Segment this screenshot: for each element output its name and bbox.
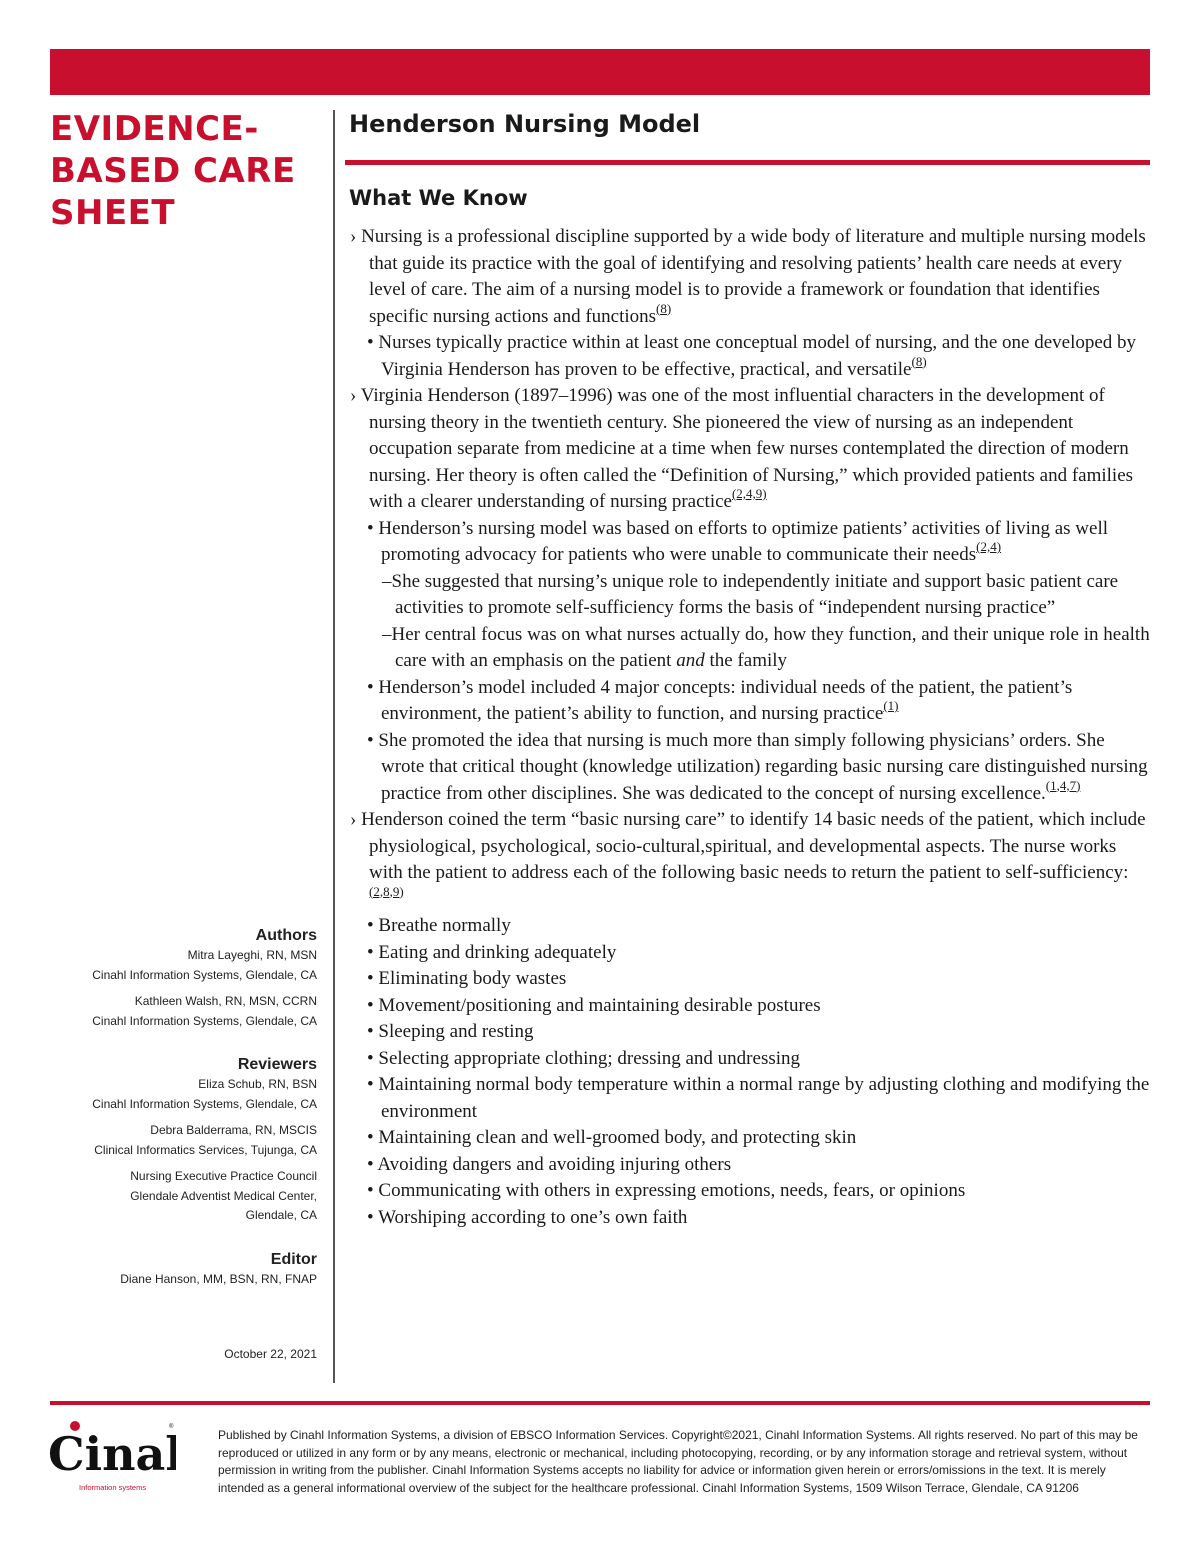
marker: • xyxy=(367,729,374,751)
list-item: › Nursing is a professional discipline supported by a wide body of literature and multiple nursing models that guide its practice with the goal of identifying and resolving patients’ health care needs at every level of care. The aim of a nursing model is to provide a framework or foundation that identifies specific nursing actions and functions$^{(8)}$ xyxy=(350,226,1146,327)
marker: • xyxy=(367,1047,374,1069)
citation-link[interactable]: (2,4,9) xyxy=(731,486,767,501)
list-item: › Virginia Henderson (1897–1996) was one of the most influential characters in the development of nursing theory in the twentieth century. She pioneered the view of nursing as an independent occupation separate from medicine at a time when few nurses contemplated the direction of modern nursing. Her theory is often called the “Definition of Nursing,” which provided patients and families with a clearer understanding of nursing practice$^{(2,4,9)}$ xyxy=(350,385,1134,512)
list-item: • Maintaining clean and well-groomed body, and protecting skin xyxy=(367,1127,857,1148)
sheet-title-line: BASED CARE xyxy=(50,151,296,191)
citation-link[interactable]: (8) xyxy=(656,300,672,316)
svg-text:®: ® xyxy=(169,1424,174,1430)
author-name: Mitra Layeghi, RN, MSN xyxy=(187,948,317,962)
section-heading: What We Know xyxy=(349,186,528,210)
reviewer-name: Nursing Executive Practice Council xyxy=(130,1169,317,1183)
list-item: • Henderson’s nursing model was based on efforts to optimize patients’ activities of living as well promoting advocacy for patients who were unable to communicate their needs$^{(2,4)}$ xyxy=(367,517,1108,565)
logo-wordmark: Cina xyxy=(48,1427,166,1481)
reviewers-heading: Reviewers xyxy=(237,1056,317,1073)
reviewer-name: Eliza Schub, RN, BSN xyxy=(198,1077,317,1091)
marker: – xyxy=(382,623,392,645)
reviewer-affiliation: Glendale, CA xyxy=(245,1208,317,1222)
citation-link[interactable]: (2,4) xyxy=(976,539,1002,554)
marker: • xyxy=(367,1153,374,1175)
reviewer-affiliation: Cinahl Information Systems, Glendale, CA xyxy=(92,1096,317,1111)
author-name: Kathleen Walsh, RN, MSN, CCRN xyxy=(134,994,317,1008)
reviewer-name: Debra Balderrama, RN, MSCIS xyxy=(150,1123,317,1137)
cinahl-logo xyxy=(48,1418,176,1498)
citation-link[interactable]: (2,8,9) xyxy=(369,883,404,899)
logo-subtext: Information systems xyxy=(79,1483,147,1492)
marker: • xyxy=(367,994,374,1016)
list-item: • Communicating with others in expressing emotions, needs, fears, or opinions xyxy=(367,1180,966,1201)
list-item: • Sleeping and resting xyxy=(367,1021,534,1042)
article-body xyxy=(350,224,1150,1231)
author-affiliation: Cinahl Information Systems, Glendale, CA xyxy=(92,1013,317,1028)
marker: • xyxy=(367,1206,374,1228)
authors-heading: Authors xyxy=(255,927,317,944)
author-affiliation: Cinahl Information Systems, Glendale, CA xyxy=(92,967,317,982)
citation-link[interactable]: (1,4,7) xyxy=(1045,777,1081,793)
marker: • xyxy=(367,1180,374,1201)
marker: • xyxy=(367,968,374,989)
list-item: • She promoted the idea that nursing is much more than simply following physicians’ orders. She wrote that critical thought (knowledge utilization) regarding basic nursing care distinguished nursing practice from other disciplines. She was dedicated to the concept of nursing excellence.$^{(1,4,7)}$ xyxy=(367,729,1148,804)
marker: • xyxy=(367,1074,374,1095)
marker: – xyxy=(382,570,392,592)
list-item: › Henderson coined the term “basic nursing care” to identify 14 basic needs of the patient, which include physiological, psychological, socio-cultural,spiritual, and developmental aspects. The nurse works with the patient to address each of the following basic needs to return the patient to self-sufficiency:$^{(2,8,9)}$ xyxy=(350,809,1146,899)
list-item: • Breathe normally xyxy=(367,915,511,936)
sheet-title-line: SHEET xyxy=(50,193,176,233)
marker: • xyxy=(367,676,374,698)
sheet-title-line: EVIDENCE- xyxy=(50,109,259,149)
marker: • xyxy=(367,915,374,936)
list-item: –She suggested that nursing’s unique role to independently initiate and support basic patient care activities to promote self-sufficiency forms the basis of “independent nursing practice” xyxy=(382,570,1119,618)
editor-name: Diane Hanson, MM, BSN, RN, FNAP xyxy=(120,1271,317,1286)
page-title: Henderson Nursing Model xyxy=(349,110,701,138)
marker: • xyxy=(367,332,374,353)
marker: › xyxy=(350,385,357,406)
reviewer-affiliation: Glendale Adventist Medical Center, xyxy=(130,1188,317,1203)
list-item: • Worshiping according to one’s own faith xyxy=(367,1206,688,1228)
marker: › xyxy=(350,226,357,247)
header-red-bar xyxy=(50,49,1150,95)
publisher-notice: Published by Cinahl Information Systems, a division of EBSCO Information Services. Copyright©2021, Cinahl Information Systems. All rights reserved. No part of this may be reproduced or utilized in any form or by any means, electronic or mechanical, including photocopying, recording, or by any information storage and retrieval system, without permission in writing from the publisher. Cinahl Information Systems accepts no liability for advice or information given herein or errors/omissions in the text. It is merely intended as a general informational overview of the subject for the healthcare professional. Cinahl Information Systems, 1509 Wilson Terrace, Glendale, CA 91206 xyxy=(218,1428,1138,1495)
list-item: • Henderson’s model included 4 major concepts: individual needs of the patient, the patient’s environment, the patient’s ability to function, and nursing practice$^{(1)}$ xyxy=(367,676,1073,724)
marker: • xyxy=(367,941,374,963)
column-divider xyxy=(333,110,335,1383)
reviewer-affiliation: Clinical Informatics Services, Tujunga, CA xyxy=(94,1142,317,1157)
marker: • xyxy=(367,1127,374,1148)
list-item: • Selecting appropriate clothing; dressing and undressing xyxy=(367,1047,801,1069)
title-underline xyxy=(345,160,1150,165)
list-item: • Avoiding dangers and avoiding injuring others xyxy=(367,1153,732,1175)
marker: • xyxy=(367,517,374,539)
list-item: • Maintaining normal body temperature within a normal range by adjusting clothing and modifying the environment xyxy=(367,1074,1150,1122)
marker: › xyxy=(350,809,357,830)
list-item: • Nurses typically practice within at least one conceptual model of nursing, and the one developed by Virginia Henderson has proven to be effective, practical, and versatile$^{(8)}$ xyxy=(367,332,1137,380)
citation-link[interactable]: (1) xyxy=(883,698,899,713)
editor-heading: Editor xyxy=(270,1250,317,1268)
list-item: • Eating and drinking adequately xyxy=(367,941,617,963)
list-item: –Her central focus was on what nurses actually do, how they function, and their unique role in health care with an emphasis on the patient and the family xyxy=(382,623,1150,671)
list-item: • Movement/positioning and maintaining desirable postures xyxy=(367,994,821,1016)
list-item: • Eliminating body wastes xyxy=(367,968,567,989)
citation-link[interactable]: (8) xyxy=(911,353,927,369)
credits-sidebar xyxy=(37,926,317,1365)
publication-date: October 22, 2021 xyxy=(224,1347,317,1361)
sheet-title xyxy=(50,108,320,234)
marker: • xyxy=(367,1021,374,1042)
footer-red-rule xyxy=(50,1401,1150,1405)
